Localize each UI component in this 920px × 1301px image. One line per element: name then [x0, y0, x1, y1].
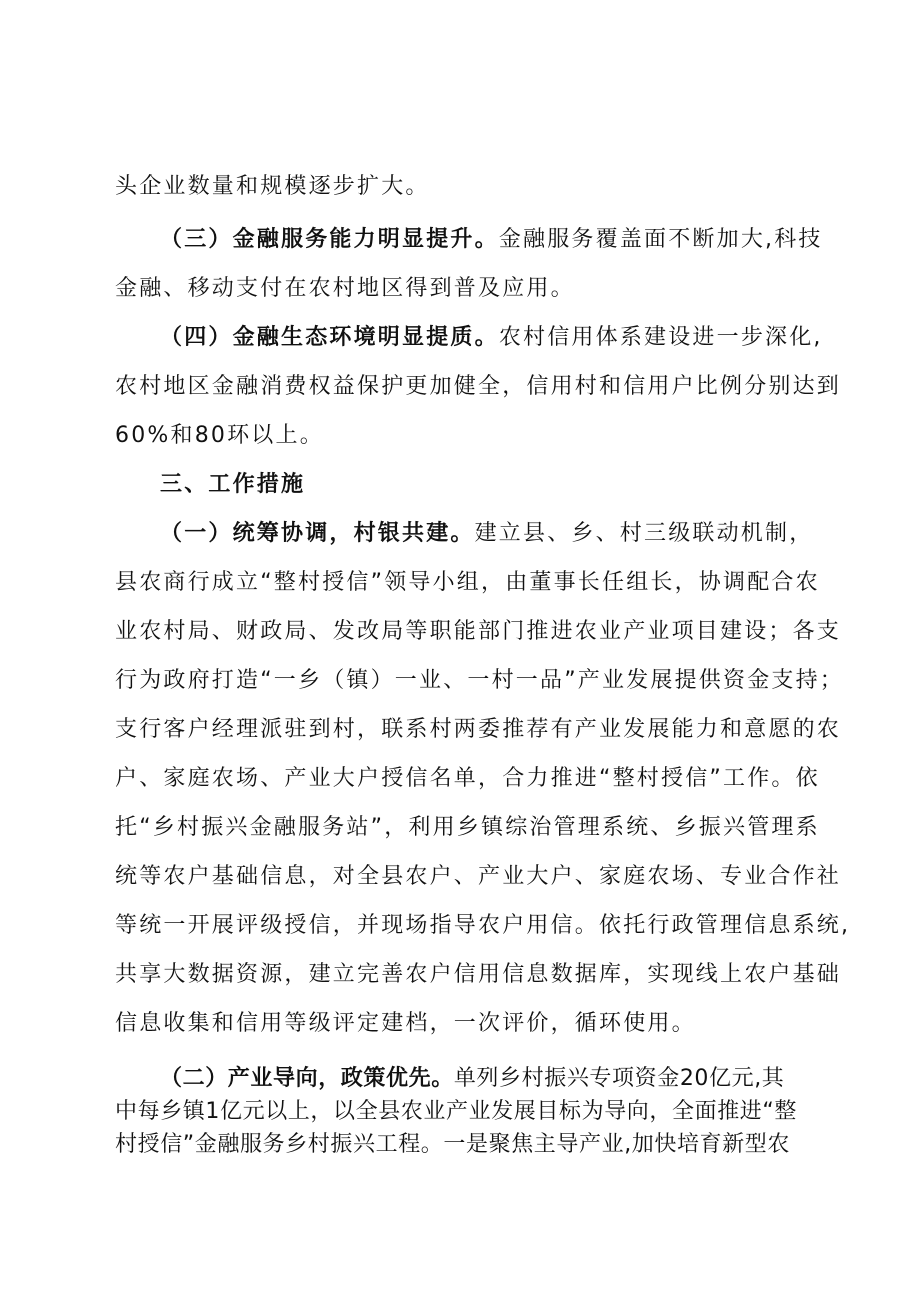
paragraph-line — [160, 1064, 784, 1094]
paragraph-heading: （三）金融服务能力明显提升。 — [160, 227, 499, 252]
paragraph-line — [160, 323, 823, 353]
paragraph-line — [115, 764, 820, 794]
paragraph-line — [115, 172, 430, 202]
paragraph-line — [115, 1097, 797, 1127]
section-title: 三、工作措施 — [160, 472, 306, 497]
body-text: 建立县、乡、村三级联动机制， — [474, 521, 814, 546]
body-text: 头企业数量和规模逐步扩大。 — [115, 174, 430, 199]
paragraph-line — [115, 1009, 696, 1039]
paragraph-line — [115, 911, 850, 941]
body-text: 县农商行成立“整村授信”领导小组，由董事长任组长，协调配合农 — [115, 570, 820, 595]
paragraph-line — [115, 666, 844, 696]
paragraph-line — [115, 568, 820, 598]
body-text: 金融服务覆盖面不断加大,科技 — [498, 227, 823, 252]
paragraph-line — [115, 862, 841, 892]
paragraph-line — [115, 372, 841, 402]
body-text: 单列乡村振兴专项资金20亿元,其 — [453, 1066, 785, 1091]
paragraph-heading: （二）产业导向，政策优先。 — [160, 1066, 454, 1091]
body-text: 业农村局、财政局、发改局等职能部门推进农业产业项目建设；各支 — [115, 619, 842, 644]
paragraph-line — [115, 274, 575, 304]
paragraph-line — [160, 519, 813, 549]
paragraph-line — [115, 813, 820, 843]
body-text: 共享大数据资源，建立完善农户信用信息数据库，实现线上农户基础 — [115, 962, 842, 987]
body-text: 金融、移动支付在农村地区得到普及应用。 — [115, 276, 575, 301]
paragraph-line — [115, 421, 324, 451]
paragraph-heading: （四）金融生态环境明显提质。 — [160, 325, 499, 350]
body-text: 信息收集和信用等级评定建档，一次评价，循环使用。 — [115, 1011, 696, 1036]
body-text: 户、家庭农场、产业大户授信名单，合力推进“整村授信”工作。依 — [115, 766, 820, 791]
paragraph-line — [115, 617, 841, 647]
body-text: 统等农户基础信息，对全县农户、产业大户、家庭农场、专业合作社 — [115, 864, 842, 889]
body-text: 农村信用体系建设进一步深化, — [498, 325, 823, 350]
paragraph-heading: （一）统筹协调，村银共建。 — [160, 521, 475, 546]
body-text: 行为政府打造“一乡（镇）一业、一村一品”产业发展提供资金支持； — [115, 668, 844, 693]
body-text: 农村地区金融消费权益保护更加健全，信用村和信用户比例分别达到 — [115, 374, 842, 399]
body-text: 等统一开展评级授信，并现场指导农户用信。依托行政管理信息系统, — [115, 913, 851, 938]
paragraph-line — [115, 960, 841, 990]
body-text: 60%和80环以上。 — [115, 423, 324, 448]
paragraph-line — [160, 225, 823, 255]
body-text: 支行客户经理派驻到村，联系村两委推荐有产业发展能力和意愿的农 — [115, 717, 842, 742]
paragraph-line — [115, 1130, 790, 1160]
body-text: 中每乡镇1亿元以上，以全县农业产业发展目标为导向，全面推进“整 — [115, 1099, 797, 1124]
section-title-line — [160, 470, 305, 500]
paragraph-line — [115, 715, 841, 745]
body-text: 托“乡村振兴金融服务站”，利用乡镇综治管理系统、乡振兴管理系 — [115, 815, 820, 840]
body-text: 村授信”金融服务乡村振兴工程。一是聚焦主导产业,加快培育新型农 — [115, 1132, 790, 1157]
